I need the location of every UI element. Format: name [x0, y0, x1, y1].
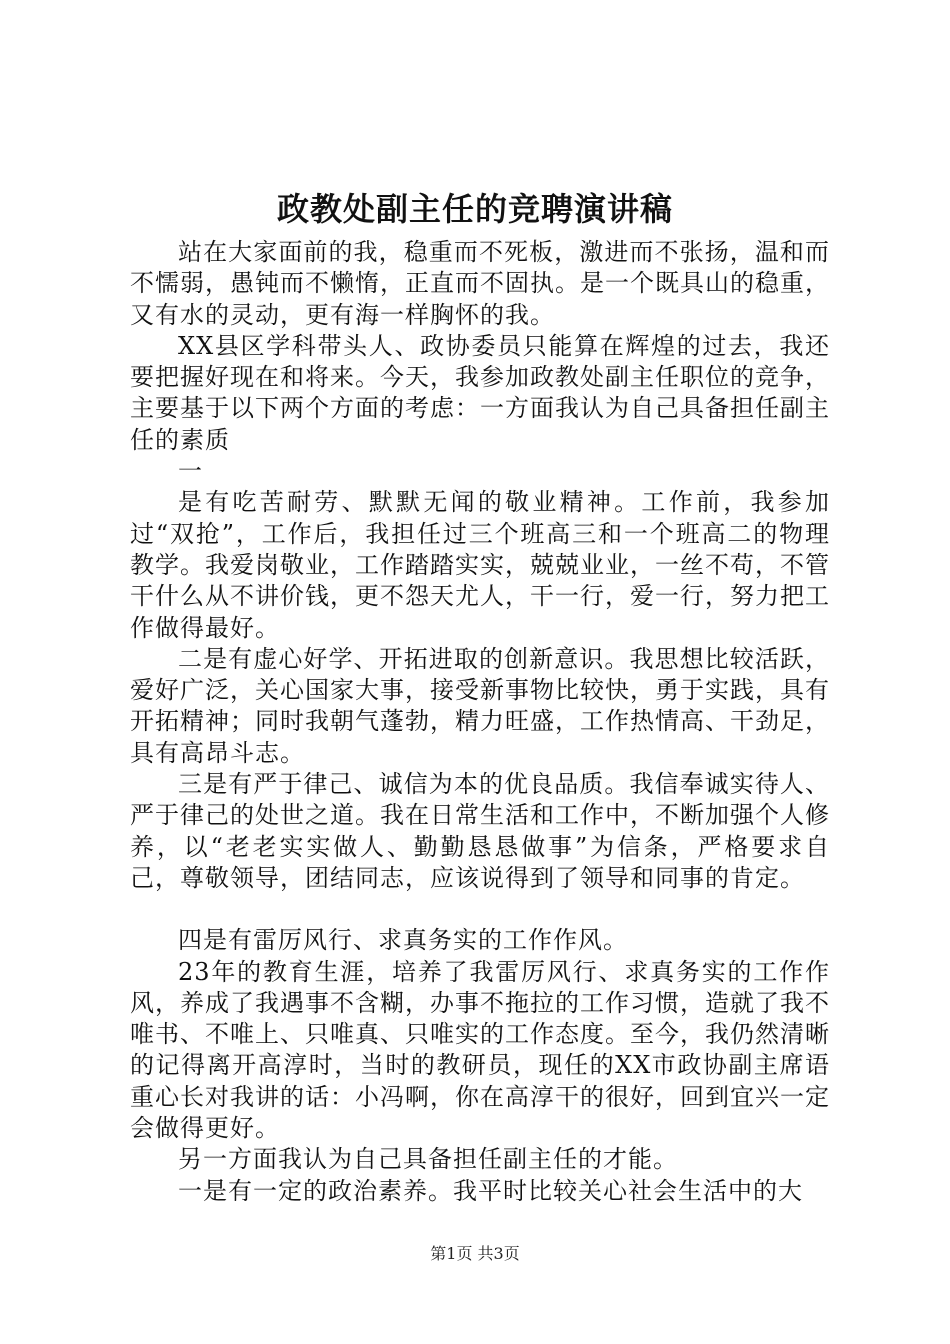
document-title: 政教处副主任的竞聘演讲稿 [276, 190, 673, 228]
paragraph-point-four: 四是有雷厉风行、求真务实的工作作风。 [178, 926, 628, 955]
paragraph-point-two: 二是有虚心好学、开拓进取的创新意识。我思想比较活跃，爱好广泛，关心国家大事，接受新事物比较快，勇于实践，具有开拓精神；同时我朝气蓬勃，精力旺盛，工作热情高、干劲足，具有高昂斗志。 [130, 644, 830, 767]
document-body [130, 237, 830, 1207]
paragraph-ability-one: 一是有一定的政治素养。我平时比较关心社会生活中的大 [178, 1176, 803, 1205]
paragraph-career: 23年的教育生涯，培养了我雷厉风行、求真务实的工作作风，养成了我遇事不含糊，办事不拖拉的工作习惯，造就了我不唯书、不唯上、只唯真、只唯实的工作态度。至今，我仍然清晰的记得离开高淳时，当时的教研员，现任的XX市政协副主席语重心长对我讲的话：小冯啊，你在高淳干的很好，回到宜兴一定会做得更好。 [130, 957, 830, 1143]
paragraph-point-one: 是有吃苦耐劳、默默无闻的敬业精神。工作前，我参加过“双抢”，工作后，我担任过三个班高三和一个班高二的物理教学。我爱岗敬业，工作踏踏实实，兢兢业业，一丝不苟，不管干什么从不讲价钱，更不怨天尤人，干一行，爱一行，努力把工作做得最好。 [130, 488, 830, 642]
paragraph-point-three: 三是有严于律己、诚信为本的优良品质。我信奉诚实待人、严于律己的处世之道。我在日常生活和工作中，不断加强个人修养，以“老老实实做人、勤勤恳恳做事”为信条，严格要求自己，尊敬领导，团结同志，应该说得到了领导和同事的肯定。 [130, 770, 830, 892]
page-number-footer: 第1页 共3页 [430, 1244, 520, 1263]
paragraph-background: XX县区学科带头人、政协委员只能算在辉煌的过去，我还要把握好现在和将来。今天，我参加政教处副主任职位的竞争，主要基于以下两个方面的考虑：一方面我认为自己具备担任副主任的素质 [130, 331, 830, 454]
paragraph-intro: 站在大家面前的我，稳重而不死板，激进而不张扬，温和而不懦弱，愚钝而不懒惰，正直而不固执。是一个既具山的稳重，又有水的灵动，更有海一样胸怀的我。 [130, 238, 830, 329]
paragraph-point-one-marker: 一 [178, 457, 203, 486]
paragraph-abilities-intro: 另一方面我认为自己具备担任副主任的才能。 [178, 1145, 678, 1174]
